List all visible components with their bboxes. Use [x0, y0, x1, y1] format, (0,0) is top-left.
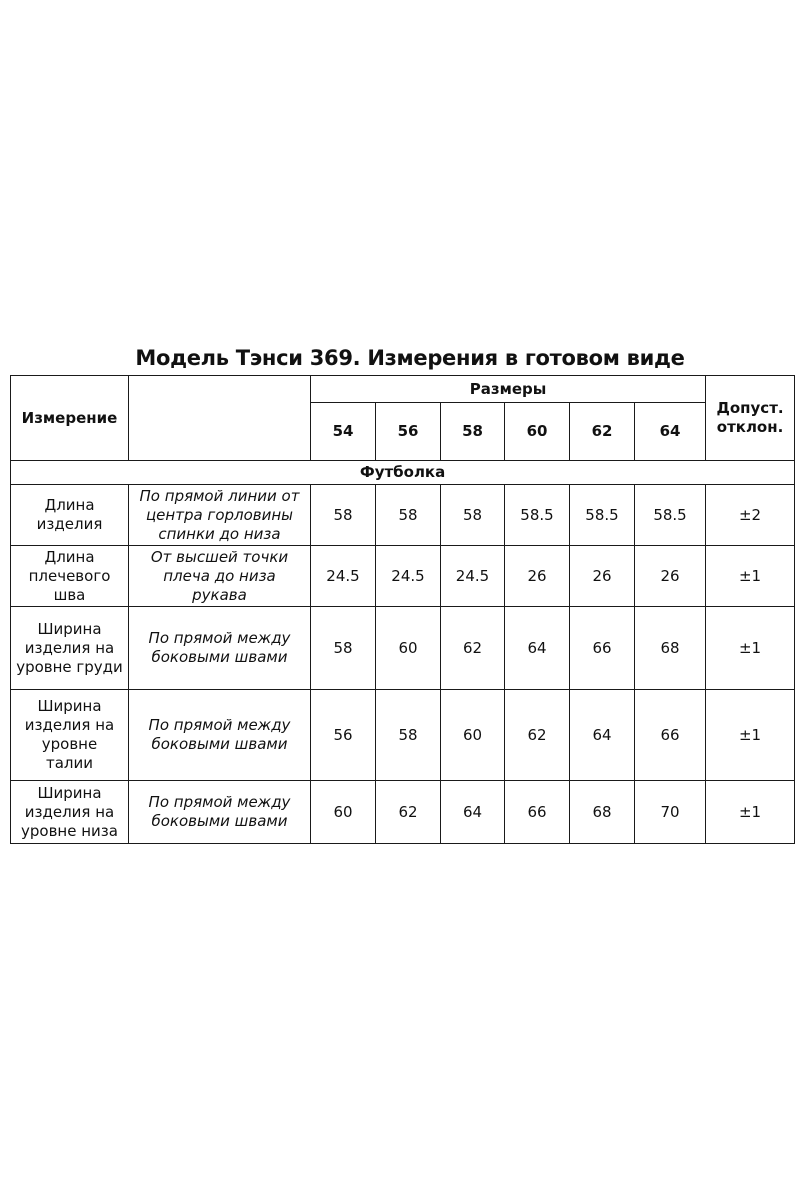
- name-line: Ширина: [37, 783, 102, 802]
- value-cell: 26: [570, 546, 635, 607]
- name-line: уровне груди: [16, 657, 123, 676]
- name-line: изделия на: [24, 802, 115, 821]
- desc-line: боковыми швами: [151, 648, 288, 666]
- value-cell: 58: [441, 485, 505, 546]
- tolerance-cell: ±1: [706, 690, 795, 781]
- value-cell: 66: [505, 781, 570, 844]
- value-cell: 24.5: [441, 546, 505, 607]
- sizes-header: Размеры: [311, 376, 706, 403]
- value-cell: 62: [441, 607, 505, 690]
- page-title: Модель Тэнси 369. Измерения в готовом виде: [135, 346, 685, 370]
- measurements-table: [10, 375, 795, 844]
- name-line: уровне низа: [21, 821, 118, 840]
- desc-line: По прямой между: [148, 716, 291, 734]
- tolerance-header-line: Допуст.: [716, 399, 784, 417]
- name-line: Ширина: [37, 619, 102, 638]
- tolerance-header-line: отклон.: [716, 418, 784, 436]
- measurement-description: [129, 485, 311, 546]
- size-header-cell: 56: [376, 403, 441, 461]
- measurement-name: [11, 607, 129, 690]
- value-cell: 64: [505, 607, 570, 690]
- desc-line: По прямой линии от: [139, 486, 300, 505]
- value-cell: 58: [311, 485, 376, 546]
- measurement-name: [11, 546, 129, 607]
- description-header: [129, 376, 311, 461]
- value-cell: 58: [376, 485, 441, 546]
- value-cell: 64: [441, 781, 505, 844]
- name-line: изделия: [36, 515, 103, 533]
- value-cell: 58: [311, 607, 376, 690]
- desc-line: По прямой между: [148, 793, 291, 811]
- value-cell: 60: [376, 607, 441, 690]
- value-cell: 58.5: [505, 485, 570, 546]
- name-line: плечевого: [28, 566, 111, 585]
- desc-line: плеча до низа: [163, 566, 276, 585]
- value-cell: 56: [311, 690, 376, 781]
- size-header-cell: 60: [505, 403, 570, 461]
- tolerance-cell: ±1: [706, 607, 795, 690]
- size-header-cell: 62: [570, 403, 635, 461]
- measurement-name: [11, 485, 129, 546]
- group-label: Футболка: [11, 461, 795, 485]
- value-cell: 64: [570, 690, 635, 781]
- value-cell: 66: [635, 690, 706, 781]
- measurement-description: [129, 607, 311, 690]
- name-line: уровне: [41, 735, 98, 753]
- name-line: Длина: [44, 496, 95, 514]
- desc-line: спинки до низа: [158, 524, 281, 543]
- table-row: [11, 781, 795, 844]
- name-line: Ширина: [37, 697, 102, 715]
- table-row: [11, 546, 795, 607]
- measurement-description: [129, 690, 311, 781]
- size-header-cell: 58: [441, 403, 505, 461]
- value-cell: 58.5: [570, 485, 635, 546]
- value-cell: 66: [570, 607, 635, 690]
- desc-line: центра горловины: [145, 505, 294, 524]
- size-header-cell: 64: [635, 403, 706, 461]
- desc-line: рукава: [192, 585, 247, 604]
- desc-line: боковыми швами: [151, 812, 288, 830]
- size-header-cell: 54: [311, 403, 376, 461]
- group-row: [11, 461, 795, 485]
- value-cell: 58.5: [635, 485, 706, 546]
- value-cell: 62: [505, 690, 570, 781]
- desc-line: боковыми швами: [151, 735, 288, 753]
- desc-line: От высшей точки: [150, 547, 289, 566]
- tolerance-cell: ±1: [706, 781, 795, 844]
- name-line: Длина: [44, 547, 95, 566]
- name-line: шва: [53, 585, 86, 604]
- name-line: талии: [45, 754, 93, 772]
- value-cell: 60: [441, 690, 505, 781]
- value-cell: 68: [570, 781, 635, 844]
- value-cell: 26: [635, 546, 706, 607]
- tolerance-cell: ±2: [706, 485, 795, 546]
- measurement-name: [11, 781, 129, 844]
- measurement-name: [11, 690, 129, 781]
- value-cell: 24.5: [311, 546, 376, 607]
- value-cell: 24.5: [376, 546, 441, 607]
- tolerance-cell: ±1: [706, 546, 795, 607]
- value-cell: 60: [311, 781, 376, 844]
- value-cell: 62: [376, 781, 441, 844]
- value-cell: 58: [376, 690, 441, 781]
- table-row: [11, 485, 795, 546]
- measurement-description: [129, 546, 311, 607]
- value-cell: 68: [635, 607, 706, 690]
- table-row: [11, 607, 795, 690]
- value-cell: 70: [635, 781, 706, 844]
- name-line: изделия на: [24, 716, 115, 734]
- measurement-description: [129, 781, 311, 844]
- name-line: изделия на: [24, 638, 115, 657]
- measurement-header: Измерение: [11, 376, 129, 461]
- table-row: [11, 690, 795, 781]
- header-row-top: [11, 376, 795, 403]
- desc-line: По прямой между: [148, 629, 291, 647]
- tolerance-header: [706, 376, 795, 461]
- value-cell: 26: [505, 546, 570, 607]
